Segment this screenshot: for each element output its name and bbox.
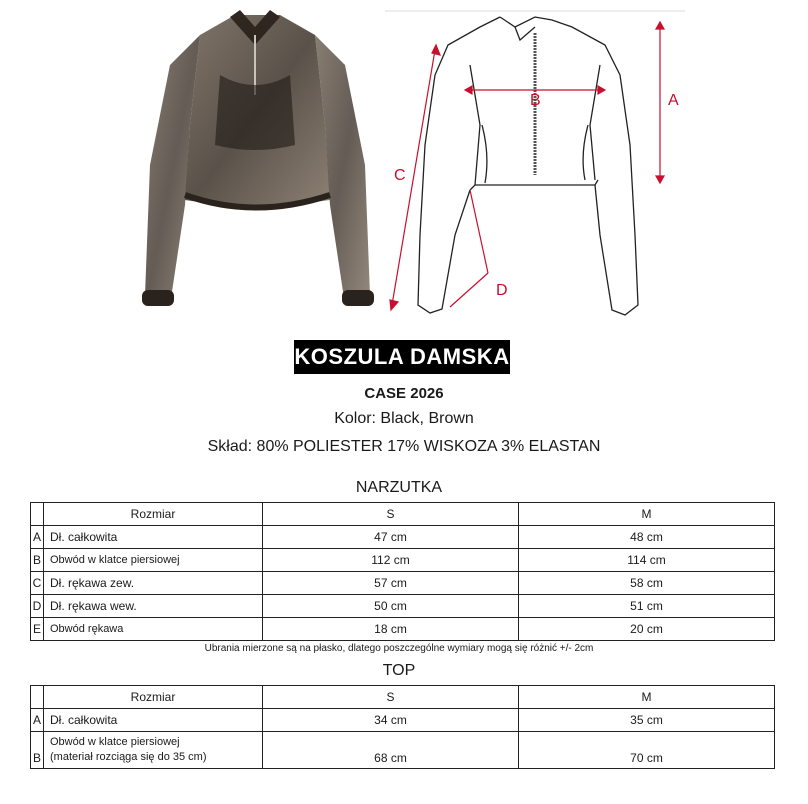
product-photo bbox=[130, 5, 380, 320]
row-value-s: 34 cm bbox=[263, 709, 519, 732]
row-value-m: 58 cm bbox=[519, 572, 775, 595]
row-value-m: 48 cm bbox=[519, 526, 775, 549]
row-letter: E bbox=[31, 618, 44, 641]
product-title: KOSZULA DAMSKA bbox=[294, 340, 510, 374]
table-row bbox=[31, 549, 775, 572]
label-d: D bbox=[496, 282, 508, 299]
size-table-narzutka bbox=[30, 502, 775, 641]
measurement-note: Ubrania mierzone są na płasko, dlatego poszczególne wymiary mogą się różnić +/- 2cm bbox=[204, 643, 594, 654]
header-size: Rozmiar bbox=[44, 686, 263, 709]
row-value-s: 47 cm bbox=[263, 526, 519, 549]
row-label bbox=[44, 732, 263, 769]
row-letter: C bbox=[31, 572, 44, 595]
label-c: C bbox=[394, 167, 406, 184]
row-label: Dł. rękawa zew. bbox=[44, 572, 263, 595]
row-value-m: 51 cm bbox=[519, 595, 775, 618]
table-title-narzutka: NARZUTKA bbox=[355, 479, 443, 496]
row-letter: A bbox=[31, 526, 44, 549]
table-header-row bbox=[31, 503, 775, 526]
row-label-line2: (materiał rozciąga się do 35 cm) bbox=[50, 751, 207, 763]
row-value-s: 18 cm bbox=[263, 618, 519, 641]
model-code: CASE 2026 bbox=[364, 385, 444, 402]
color-line: Kolor: Black, Brown bbox=[334, 410, 474, 427]
label-b: B bbox=[530, 92, 541, 109]
size-table-top bbox=[30, 685, 775, 769]
header-size: Rozmiar bbox=[44, 503, 263, 526]
row-value-m: 114 cm bbox=[519, 549, 775, 572]
table-row bbox=[31, 572, 775, 595]
row-label: Dł. całkowita bbox=[44, 709, 263, 732]
row-letter: B bbox=[31, 732, 44, 769]
table-row bbox=[31, 732, 775, 769]
row-label: Obwód w klatce piersiowej bbox=[44, 549, 263, 572]
row-label-line1: Obwód w klatce piersiowej bbox=[50, 736, 180, 748]
table-row bbox=[31, 595, 775, 618]
measurement-sketch bbox=[380, 5, 690, 320]
header-s: S bbox=[263, 686, 519, 709]
label-a: A bbox=[668, 92, 679, 109]
header-m: M bbox=[519, 686, 775, 709]
composition-line: Skład: 80% POLIESTER 17% WISKOZA 3% ELASTAN bbox=[207, 438, 601, 455]
row-letter: A bbox=[31, 709, 44, 732]
table-row bbox=[31, 709, 775, 732]
row-value-m: 20 cm bbox=[519, 618, 775, 641]
row-value-s: 112 cm bbox=[263, 549, 519, 572]
row-value-m: 70 cm bbox=[519, 732, 775, 769]
row-label: Obwód rękawa bbox=[44, 618, 263, 641]
row-label: Dł. całkowita bbox=[44, 526, 263, 549]
table-header-row bbox=[31, 686, 775, 709]
row-value-m: 35 cm bbox=[519, 709, 775, 732]
table-title-top: TOP bbox=[382, 662, 416, 679]
header-m: M bbox=[519, 503, 775, 526]
row-value-s: 50 cm bbox=[263, 595, 519, 618]
table-row bbox=[31, 526, 775, 549]
row-letter: B bbox=[31, 549, 44, 572]
row-label: Dł. rękawa wew. bbox=[44, 595, 263, 618]
row-letter: D bbox=[31, 595, 44, 618]
table-row bbox=[31, 618, 775, 641]
header-s: S bbox=[263, 503, 519, 526]
row-value-s: 57 cm bbox=[263, 572, 519, 595]
row-value-s: 68 cm bbox=[263, 732, 519, 769]
